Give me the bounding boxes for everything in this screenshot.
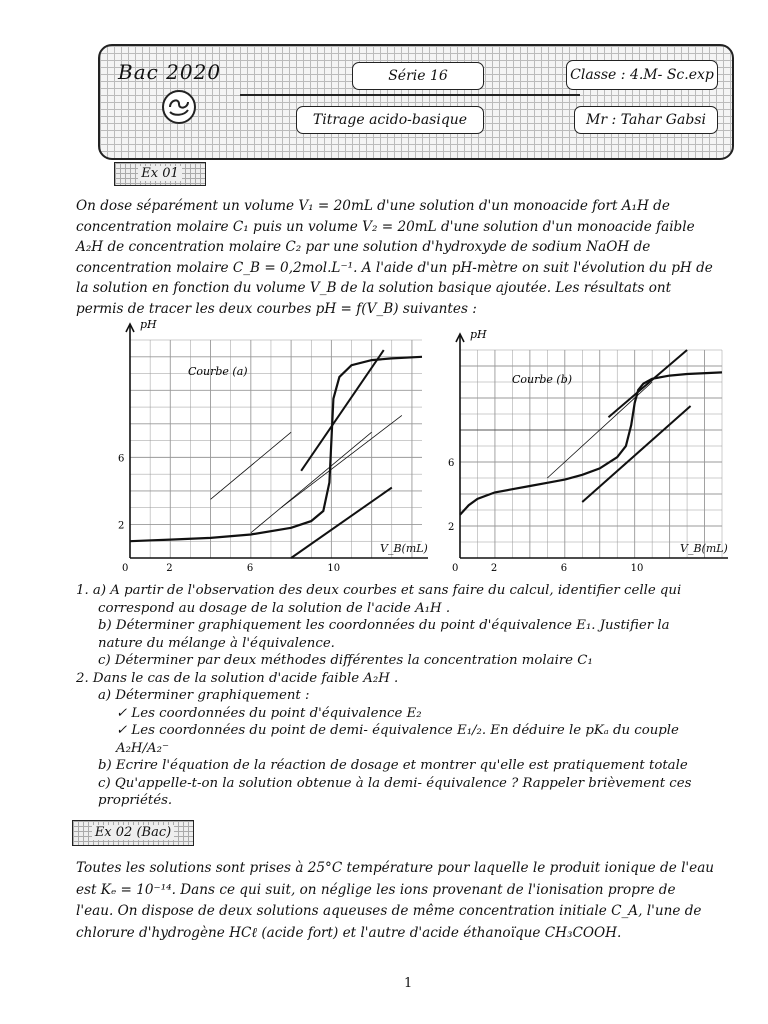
x-tick-label: 0 — [452, 563, 459, 574]
y-axis-label: pH — [140, 320, 157, 331]
teacher-label: Mr : Tahar Gabsi — [574, 106, 718, 134]
x-tick-label: 2 — [166, 563, 173, 574]
class-label: Classe : 4.M- Sc.exp — [566, 60, 718, 90]
header-banner — [98, 44, 734, 160]
chart-title: Courbe (a) — [188, 365, 248, 378]
tangent-line — [582, 406, 690, 502]
exercise-2-label: Ex 02 (Bac) — [72, 820, 194, 846]
x-tick-label: 10 — [327, 563, 341, 574]
x-axis-label: V_B(mL) — [380, 542, 428, 555]
header-rule — [240, 94, 580, 96]
exercise-1-intro: On dose séparément un volume V₁ = 20mL d'une solution d'un monoacide fort A₁H de concentration molaire C₁ puis un volume V₂ = 20mL d'une solution d'un monoacide faible A₂H de concentration molaire C₂ par une solution d'hydroxyde de sodium NaOH de concentration molaire C_B = 0,2mol.L⁻¹. A l'aide d'un pH-mètre on suit l'évolution du pH de la solution en fonction du volume V_B de la solution basique ajoutée. Les résultats ont permis de tracer les deux courbes pH = f(V_B) suivantes : — [76, 198, 713, 317]
y-tick-label: 6 — [448, 458, 455, 469]
x-tick-label: 6 — [560, 563, 568, 574]
page-number: 1 — [404, 976, 413, 991]
y-tick-label: 2 — [448, 522, 455, 533]
exercise-1-questions: 1. a) A partir de l'observation des deux courbes et sans faire du calcul, identifier celle qui correspond au dosage de la solution de l'acide A₁H . b) Déterminer graphiquement les coordonnées du point d'équivalence E₁. Justifier la nature du mélange à l'équivalence. c) Déterminer par deux méthodes différentes la concentration molaire C₁ 2. Dans le cas de la solution d'acide faible A₂H . a) Déterminer graphiquement : ✓ Les coordonnées du point d'équivalence E₂ ✓ Les coordonnées du point de demi- équivalence E₁/₂. En déduire le pKₐ du couple A₂H/A₂⁻ b) Ecrire l'équation de la réaction de dosage et montrer qu'elle est pratiquement totale c) Qu'appelle-t-on la solution obtenue à la demi- équivalence ? Rappeler brièvement ces propriétés. — [76, 583, 692, 808]
x-tick-label: 0 — [122, 563, 129, 574]
chart-title: Courbe (b) — [512, 373, 573, 386]
y-tick-label: 2 — [118, 520, 125, 532]
y-tick-label: 6 — [118, 453, 125, 465]
y-axis-label: pH — [470, 328, 487, 341]
x-tick-label: 10 — [630, 563, 644, 574]
x-tick-label: 2 — [490, 563, 498, 574]
brand-title: Bac 2020 — [118, 60, 222, 84]
exercise-1-label: Ex 01 — [114, 162, 206, 186]
chart-b — [448, 328, 728, 576]
tangent-line — [608, 350, 687, 417]
emblem-icon — [162, 90, 196, 124]
course-title: Titrage acido-basique — [296, 106, 484, 134]
serie-label: Série 16 — [352, 62, 484, 90]
titration-curve — [130, 357, 422, 541]
x-tick-label: 6 — [246, 563, 254, 574]
chart-a — [118, 320, 432, 576]
x-axis-label: V_B(mL) — [680, 542, 728, 555]
exercise-2-text: Toutes les solutions sont prises à 25°C température pour laquelle le produit ionique de l'eau est Kₑ = 10⁻¹⁴. Dans ce qui suit, on néglige les ions provenant de l'ionisation propre de l'eau. On dispose de deux solutions aqueuses de même concentration initiale C_A, l'une de chlorure d'hydrogène HCℓ (acide fort) et l'autre d'acide éthanoïque CH₃COOH. — [76, 860, 715, 941]
